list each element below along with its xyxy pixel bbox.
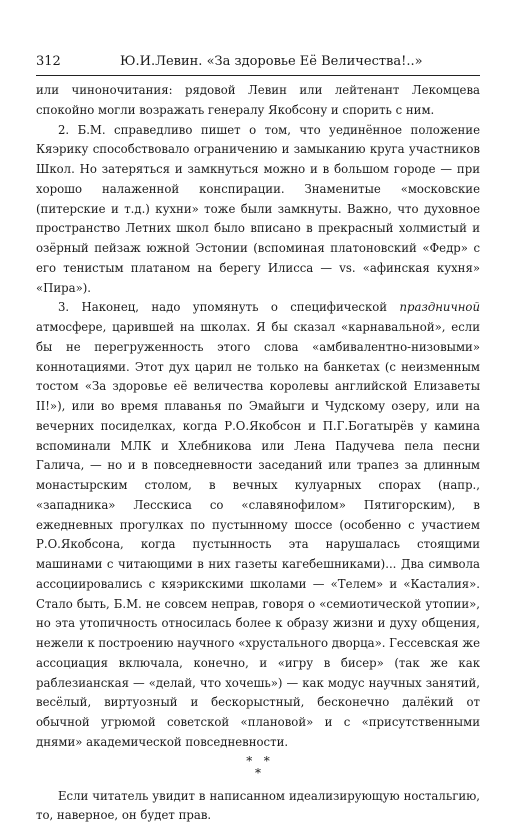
page-number: 312: [36, 54, 96, 69]
paragraph-final: Если читатель увидит в написанном идеализирующую ностальгию, то, наверное, он будет прав.: [36, 787, 480, 826]
paragraph-3-start: 3. Наконец, надо упомянуть о специфической: [58, 300, 399, 314]
header-rule: [36, 75, 480, 76]
running-title: Ю.И.Левин. «За здоровье Её Величества!..»: [96, 54, 480, 69]
asterism-bottom: *: [36, 767, 480, 779]
page-body: [36, 81, 480, 826]
paragraph-3-rest: атмосфере, царившей на школах. Я бы сказал «карнавальной», если бы не перегруженность этого слова «амбивалентно-низовыми» коннотациями. Этот дух царил не только на банкетах (с неизменным тостом «За здоровье её величества королевы английской Елизаветы II!»), или во время плаванья по Эмайыги и Чудскому озеру, или на вечерних посиделках, когда Р.О.Якобсон и П.Г.Богатырёв у камина вспоминали МЛК и Хлебникова или Лена Падучева пела песни Галича, — но и в повседневности заседаний или трапез за длинным монастырским столом, в вечных кулуарных спорах (напр., «западника» Лесскиса со «славянофилом» Пятигорским), в ежедневных прогулках по пустынному шоссе (особенно с участием Р.О.Якобсона, когда пустынность эта нарушалась стоящими машинами с читающими в них газеты кагебешниками)... Два символа ассоциировались с кяэрикскими школами — «Телем» и «Касталия». Стало быть, Б.М. не совсем неправ, говоря о «семиотической утопии», но эта утопичность относилась более к образу жизни и духу общения, нежели к построению научного «хрустального дворца». Гессевская же ассоциация включала, конечно, и «игру в бисер» (так же как раблезианская — «делай, что хочешь») — как модус научных занятий, весёлый, виртуозный и бескорыстный, бесконечно далёкий от обычной угрюмой советской «плановой» и с «присутственными днями» академической повседневности.: [36, 320, 480, 749]
paragraph-3-italic-word: праздничной: [399, 300, 480, 314]
section-asterism: [36, 755, 480, 779]
asterism-top: * *: [36, 755, 480, 767]
paragraph-3: [36, 298, 480, 752]
paragraph-continuation: или чиноночитания: рядовой Левин или лейтенант Лекомцева спокойно могли возражать генералу Якобсону и спорить с ним.: [36, 81, 480, 121]
paragraph-2: 2. Б.М. справедливо пишет о том, что уединённое положение Кяэрику способствовало ограничению и замыканию круга участников Школ. Но затеряться и замкнуться можно и в большом городе — при хорошо налаженной конспирации. Знаменитые «московские (питерские и т.д.) кухни» тоже были замкнуты. Важно, что духовное пространство Летних школ было вписано в прекрасный холмистый и озёрный пейзаж южной Эстонии (вспоминая платоновский «Федр» с его тенистым платаном на берегу Илисса — vs. «афинская кухня» «Пира»).: [36, 121, 480, 299]
page-header: [36, 47, 480, 69]
